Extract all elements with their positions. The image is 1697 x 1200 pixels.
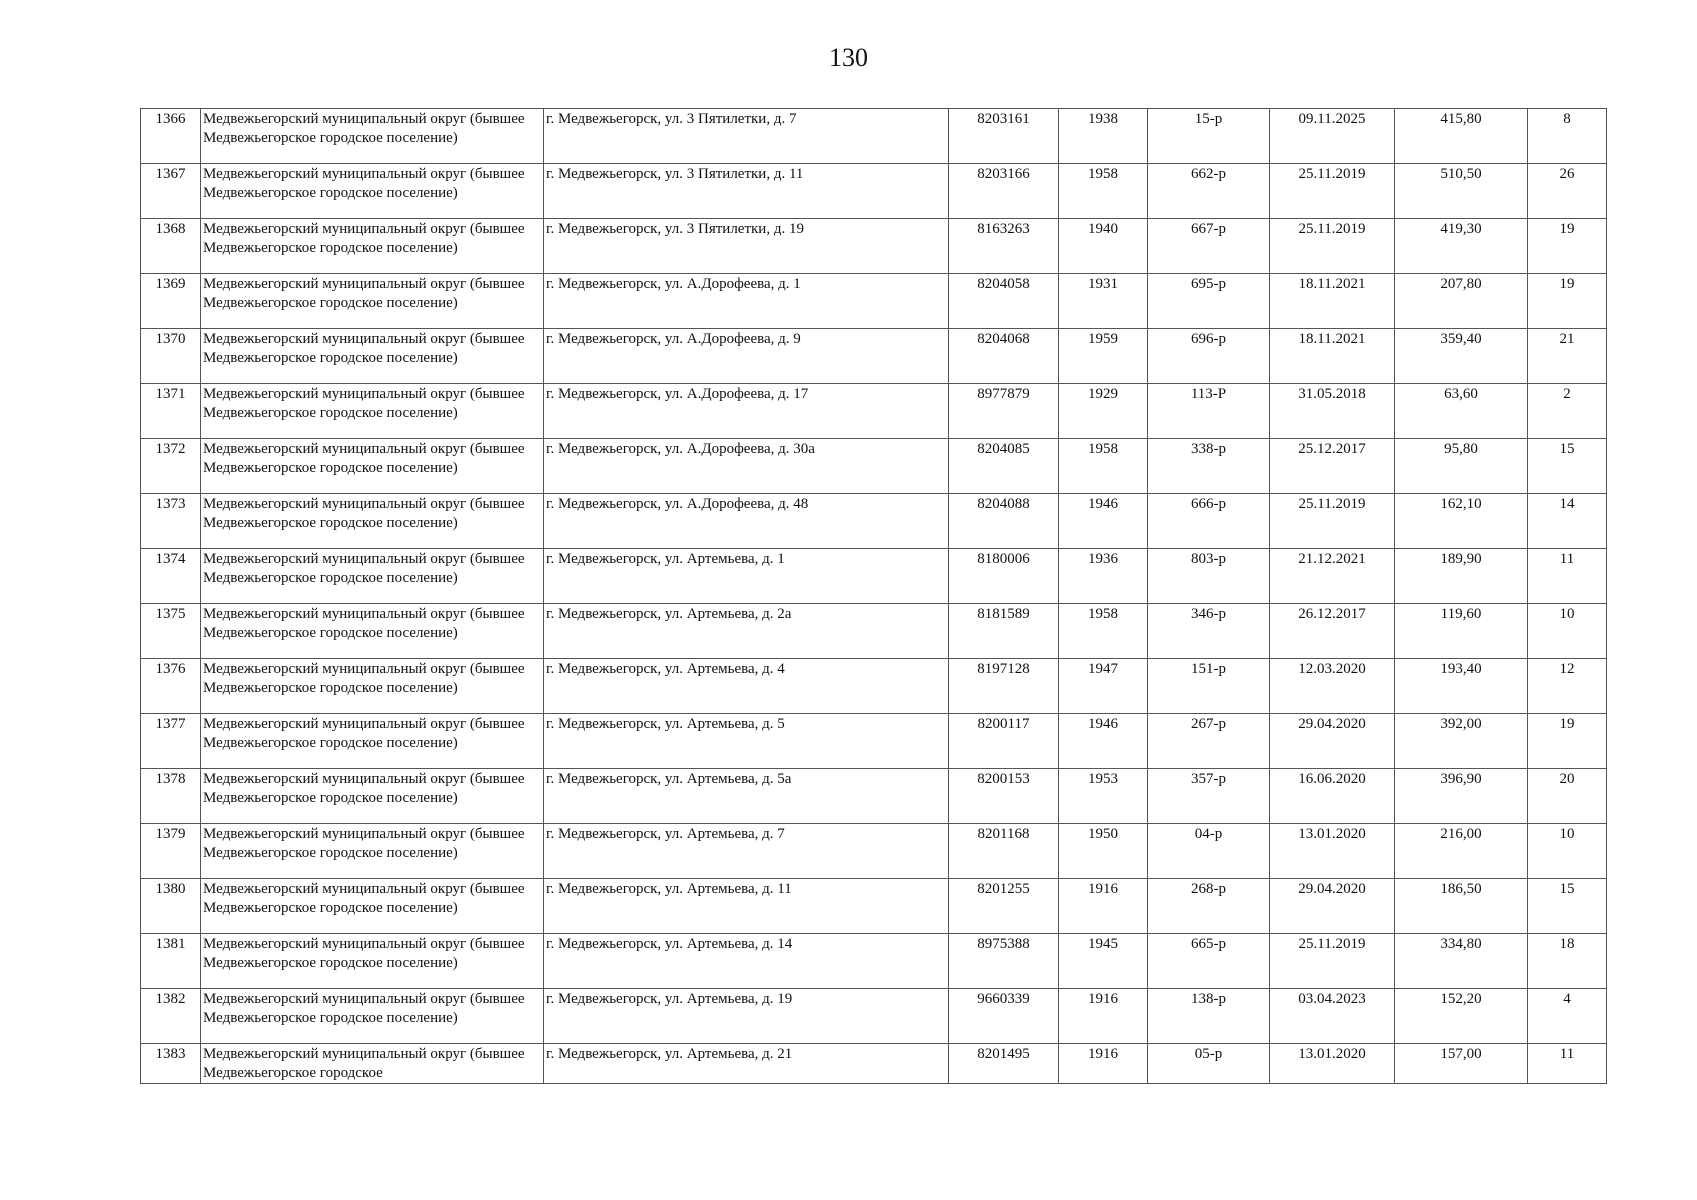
- residents-cell: 26: [1528, 164, 1607, 219]
- municipality-cell: Медвежьегорский муниципальный округ (бывшее Медвежьегорское городское поселение): [201, 824, 544, 879]
- residents-cell: 15: [1528, 879, 1607, 934]
- area-cell: 392,00: [1395, 714, 1528, 769]
- order-date-cell: 25.11.2019: [1270, 219, 1395, 274]
- address-cell: г. Медвежьегорск, ул. Артемьева, д. 5: [544, 714, 949, 769]
- address-cell: г. Медвежьегорск, ул. 3 Пятилетки, д. 11: [544, 164, 949, 219]
- object-code-cell: 8203161: [949, 109, 1059, 164]
- address-cell: г. Медвежьегорск, ул. Артемьева, д. 11: [544, 879, 949, 934]
- address-cell: г. Медвежьегорск, ул. Артемьева, д. 4: [544, 659, 949, 714]
- year-built-cell: 1947: [1059, 659, 1148, 714]
- year-built-cell: 1958: [1059, 439, 1148, 494]
- address-cell: г. Медвежьегорск, ул. А.Дорофеева, д. 17: [544, 384, 949, 439]
- address-cell: г. Медвежьегорск, ул. Артемьева, д. 1: [544, 549, 949, 604]
- year-built-cell: 1946: [1059, 494, 1148, 549]
- municipality-cell: Медвежьегорский муниципальный округ (бывшее Медвежьегорское городское поселение): [201, 879, 544, 934]
- order-number-cell: 268-р: [1148, 879, 1270, 934]
- residents-cell: 12: [1528, 659, 1607, 714]
- order-date-cell: 16.06.2020: [1270, 769, 1395, 824]
- year-built-cell: 1938: [1059, 109, 1148, 164]
- residents-cell: 15: [1528, 439, 1607, 494]
- area-cell: 162,10: [1395, 494, 1528, 549]
- order-number-cell: 357-р: [1148, 769, 1270, 824]
- row-number-cell: 1375: [141, 604, 201, 659]
- residents-cell: 11: [1528, 549, 1607, 604]
- area-cell: 216,00: [1395, 824, 1528, 879]
- table-row: [141, 824, 1607, 879]
- municipality-cell: Медвежьегорский муниципальный округ (бывшее Медвежьегорское городское поселение): [201, 109, 544, 164]
- row-number-cell: 1383: [141, 1044, 201, 1084]
- order-date-cell: 09.11.2025: [1270, 109, 1395, 164]
- row-number-cell: 1381: [141, 934, 201, 989]
- object-code-cell: 8180006: [949, 549, 1059, 604]
- order-date-cell: 25.11.2019: [1270, 494, 1395, 549]
- table-row: [141, 329, 1607, 384]
- row-number-cell: 1369: [141, 274, 201, 329]
- table-row: [141, 219, 1607, 274]
- object-code-cell: 8203166: [949, 164, 1059, 219]
- address-cell: г. Медвежьегорск, ул. А.Дорофеева, д. 30а: [544, 439, 949, 494]
- area-cell: 95,80: [1395, 439, 1528, 494]
- order-number-cell: 665-р: [1148, 934, 1270, 989]
- address-cell: г. Медвежьегорск, ул. А.Дорофеева, д. 9: [544, 329, 949, 384]
- residents-cell: 21: [1528, 329, 1607, 384]
- order-number-cell: 696-р: [1148, 329, 1270, 384]
- object-code-cell: 8204085: [949, 439, 1059, 494]
- area-cell: 396,90: [1395, 769, 1528, 824]
- order-number-cell: 695-р: [1148, 274, 1270, 329]
- year-built-cell: 1931: [1059, 274, 1148, 329]
- year-built-cell: 1936: [1059, 549, 1148, 604]
- row-number-cell: 1370: [141, 329, 201, 384]
- row-number-cell: 1367: [141, 164, 201, 219]
- object-code-cell: 8204088: [949, 494, 1059, 549]
- area-cell: 186,50: [1395, 879, 1528, 934]
- order-number-cell: 113-Р: [1148, 384, 1270, 439]
- area-cell: 510,50: [1395, 164, 1528, 219]
- table-row: [141, 769, 1607, 824]
- order-date-cell: 12.03.2020: [1270, 659, 1395, 714]
- year-built-cell: 1950: [1059, 824, 1148, 879]
- municipality-cell: Медвежьегорский муниципальный округ (бывшее Медвежьегорское городское поселение): [201, 164, 544, 219]
- municipality-cell: Медвежьегорский муниципальный округ (бывшее Медвежьегорское городское поселение): [201, 769, 544, 824]
- table-row: [141, 879, 1607, 934]
- municipality-cell: Медвежьегорский муниципальный округ (бывшее Медвежьегорское городское поселение): [201, 604, 544, 659]
- table-row: [141, 384, 1607, 439]
- municipality-cell: Медвежьегорский муниципальный округ (бывшее Медвежьегорское городское поселение): [201, 329, 544, 384]
- row-number-cell: 1376: [141, 659, 201, 714]
- order-date-cell: 18.11.2021: [1270, 329, 1395, 384]
- address-cell: г. Медвежьегорск, ул. Артемьева, д. 7: [544, 824, 949, 879]
- housing-registry-table: [140, 108, 1607, 1084]
- order-date-cell: 18.11.2021: [1270, 274, 1395, 329]
- area-cell: 359,40: [1395, 329, 1528, 384]
- table-row: [141, 549, 1607, 604]
- order-number-cell: 666-р: [1148, 494, 1270, 549]
- area-cell: 334,80: [1395, 934, 1528, 989]
- residents-cell: 19: [1528, 274, 1607, 329]
- table-row: [141, 439, 1607, 494]
- object-code-cell: 8200153: [949, 769, 1059, 824]
- object-code-cell: 8201495: [949, 1044, 1059, 1084]
- row-number-cell: 1371: [141, 384, 201, 439]
- address-cell: г. Медвежьегорск, ул. А.Дорофеева, д. 1: [544, 274, 949, 329]
- area-cell: 415,80: [1395, 109, 1528, 164]
- order-number-cell: 151-р: [1148, 659, 1270, 714]
- year-built-cell: 1946: [1059, 714, 1148, 769]
- municipality-cell: Медвежьегорский муниципальный округ (бывшее Медвежьегорское городское поселение): [201, 934, 544, 989]
- object-code-cell: 8197128: [949, 659, 1059, 714]
- year-built-cell: 1916: [1059, 1044, 1148, 1084]
- order-date-cell: 21.12.2021: [1270, 549, 1395, 604]
- table-row: [141, 989, 1607, 1044]
- object-code-cell: 8204058: [949, 274, 1059, 329]
- municipality-cell: Медвежьегорский муниципальный округ (бывшее Медвежьегорское городское поселение): [201, 494, 544, 549]
- row-number-cell: 1380: [141, 879, 201, 934]
- year-built-cell: 1916: [1059, 879, 1148, 934]
- row-number-cell: 1366: [141, 109, 201, 164]
- residents-cell: 19: [1528, 714, 1607, 769]
- row-number-cell: 1379: [141, 824, 201, 879]
- municipality-cell: Медвежьегорский муниципальный округ (бывшее Медвежьегорское городское поселение): [201, 439, 544, 494]
- table-row: [141, 659, 1607, 714]
- order-date-cell: 26.12.2017: [1270, 604, 1395, 659]
- order-date-cell: 13.01.2020: [1270, 824, 1395, 879]
- table-row: [141, 274, 1607, 329]
- area-cell: 419,30: [1395, 219, 1528, 274]
- municipality-cell: Медвежьегорский муниципальный округ (бывшее Медвежьегорское городское поселение): [201, 714, 544, 769]
- area-cell: 63,60: [1395, 384, 1528, 439]
- row-number-cell: 1368: [141, 219, 201, 274]
- order-date-cell: 31.05.2018: [1270, 384, 1395, 439]
- object-code-cell: 8181589: [949, 604, 1059, 659]
- address-cell: г. Медвежьегорск, ул. Артемьева, д. 2а: [544, 604, 949, 659]
- object-code-cell: 8204068: [949, 329, 1059, 384]
- table-row: [141, 714, 1607, 769]
- table-row: [141, 164, 1607, 219]
- residents-cell: 20: [1528, 769, 1607, 824]
- year-built-cell: 1953: [1059, 769, 1148, 824]
- residents-cell: 11: [1528, 1044, 1607, 1084]
- address-cell: г. Медвежьегорск, ул. 3 Пятилетки, д. 19: [544, 219, 949, 274]
- residents-cell: 14: [1528, 494, 1607, 549]
- order-date-cell: 29.04.2020: [1270, 714, 1395, 769]
- order-date-cell: 03.04.2023: [1270, 989, 1395, 1044]
- order-number-cell: 803-р: [1148, 549, 1270, 604]
- address-cell: г. Медвежьегорск, ул. 3 Пятилетки, д. 7: [544, 109, 949, 164]
- municipality-cell: Медвежьегорский муниципальный округ (бывшее Медвежьегорское городское поселение): [201, 274, 544, 329]
- order-date-cell: 13.01.2020: [1270, 1044, 1395, 1084]
- year-built-cell: 1959: [1059, 329, 1148, 384]
- object-code-cell: 8975388: [949, 934, 1059, 989]
- residents-cell: 10: [1528, 604, 1607, 659]
- row-number-cell: 1377: [141, 714, 201, 769]
- table-row: [141, 934, 1607, 989]
- object-code-cell: 8201168: [949, 824, 1059, 879]
- area-cell: 189,90: [1395, 549, 1528, 604]
- order-number-cell: 662-р: [1148, 164, 1270, 219]
- residents-cell: 18: [1528, 934, 1607, 989]
- address-cell: г. Медвежьегорск, ул. А.Дорофеева, д. 48: [544, 494, 949, 549]
- area-cell: 152,20: [1395, 989, 1528, 1044]
- order-date-cell: 25.12.2017: [1270, 439, 1395, 494]
- table-body: [141, 109, 1607, 1084]
- table-row: [141, 604, 1607, 659]
- municipality-cell: Медвежьегорский муниципальный округ (бывшее Медвежьегорское городское: [201, 1044, 544, 1084]
- order-date-cell: 25.11.2019: [1270, 934, 1395, 989]
- municipality-cell: Медвежьегорский муниципальный округ (бывшее Медвежьегорское городское поселение): [201, 219, 544, 274]
- order-number-cell: 05-р: [1148, 1044, 1270, 1084]
- table-row: [141, 1044, 1607, 1084]
- residents-cell: 19: [1528, 219, 1607, 274]
- row-number-cell: 1372: [141, 439, 201, 494]
- municipality-cell: Медвежьегорский муниципальный округ (бывшее Медвежьегорское городское поселение): [201, 989, 544, 1044]
- row-number-cell: 1378: [141, 769, 201, 824]
- object-code-cell: 8200117: [949, 714, 1059, 769]
- municipality-cell: Медвежьегорский муниципальный округ (бывшее Медвежьегорское городское поселение): [201, 659, 544, 714]
- year-built-cell: 1945: [1059, 934, 1148, 989]
- order-number-cell: 667-р: [1148, 219, 1270, 274]
- row-number-cell: 1374: [141, 549, 201, 604]
- year-built-cell: 1958: [1059, 164, 1148, 219]
- order-number-cell: 267-р: [1148, 714, 1270, 769]
- row-number-cell: 1373: [141, 494, 201, 549]
- address-cell: г. Медвежьегорск, ул. Артемьева, д. 19: [544, 989, 949, 1044]
- order-number-cell: 346-р: [1148, 604, 1270, 659]
- order-number-cell: 15-р: [1148, 109, 1270, 164]
- residents-cell: 4: [1528, 989, 1607, 1044]
- order-number-cell: 338-р: [1148, 439, 1270, 494]
- residents-cell: 10: [1528, 824, 1607, 879]
- table-row: [141, 109, 1607, 164]
- order-number-cell: 04-р: [1148, 824, 1270, 879]
- order-date-cell: 29.04.2020: [1270, 879, 1395, 934]
- area-cell: 157,00: [1395, 1044, 1528, 1084]
- address-cell: г. Медвежьегорск, ул. Артемьева, д. 5а: [544, 769, 949, 824]
- object-code-cell: 9660339: [949, 989, 1059, 1044]
- year-built-cell: 1916: [1059, 989, 1148, 1044]
- residents-cell: 8: [1528, 109, 1607, 164]
- address-cell: г. Медвежьегорск, ул. Артемьева, д. 21: [544, 1044, 949, 1084]
- table-row: [141, 494, 1607, 549]
- municipality-cell: Медвежьегорский муниципальный округ (бывшее Медвежьегорское городское поселение): [201, 384, 544, 439]
- order-number-cell: 138-р: [1148, 989, 1270, 1044]
- residents-cell: 2: [1528, 384, 1607, 439]
- year-built-cell: 1958: [1059, 604, 1148, 659]
- address-cell: г. Медвежьегорск, ул. Артемьева, д. 14: [544, 934, 949, 989]
- year-built-cell: 1940: [1059, 219, 1148, 274]
- area-cell: 119,60: [1395, 604, 1528, 659]
- area-cell: 207,80: [1395, 274, 1528, 329]
- area-cell: 193,40: [1395, 659, 1528, 714]
- object-code-cell: 8977879: [949, 384, 1059, 439]
- page-number: 130: [829, 43, 868, 72]
- row-number-cell: 1382: [141, 989, 201, 1044]
- object-code-cell: 8201255: [949, 879, 1059, 934]
- municipality-cell: Медвежьегорский муниципальный округ (бывшее Медвежьегорское городское поселение): [201, 549, 544, 604]
- order-date-cell: 25.11.2019: [1270, 164, 1395, 219]
- year-built-cell: 1929: [1059, 384, 1148, 439]
- object-code-cell: 8163263: [949, 219, 1059, 274]
